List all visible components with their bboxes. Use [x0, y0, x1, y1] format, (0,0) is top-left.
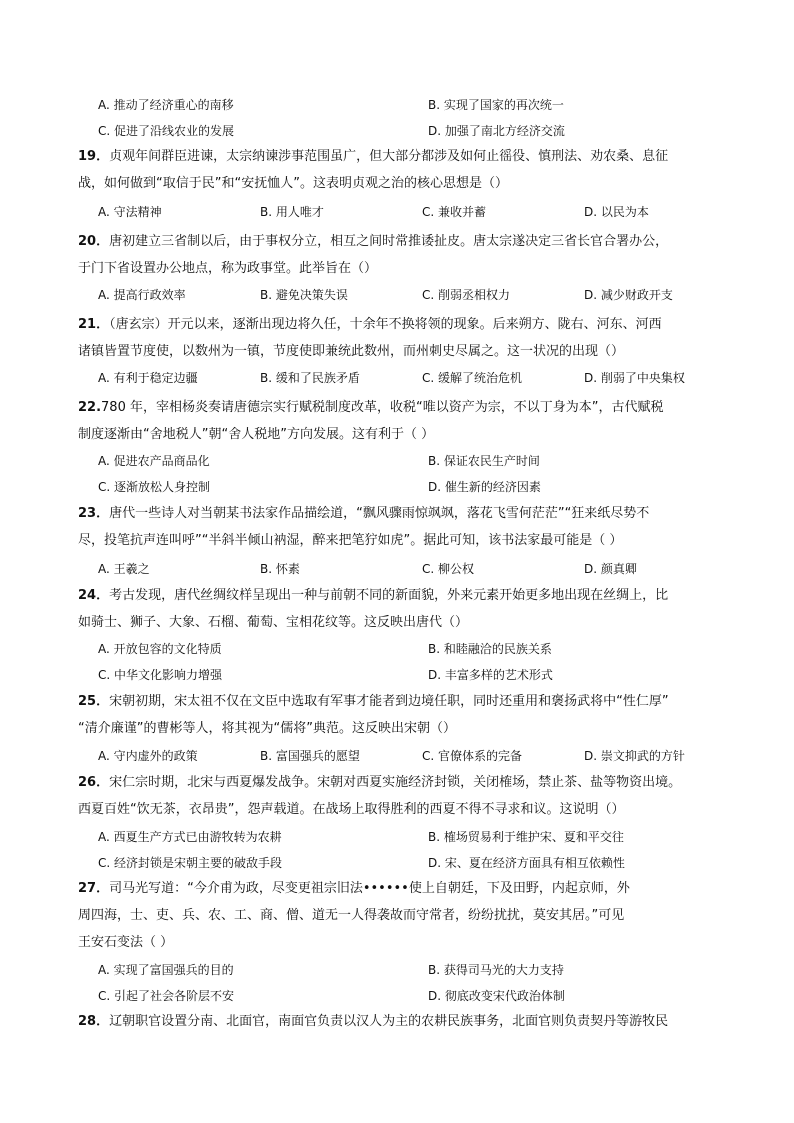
option-b: B. 榷场贸易利于维护宋、夏和平交往 [428, 830, 624, 844]
option-d: D. 丰富多样的艺术形式 [428, 668, 553, 682]
option-d: D. 削弱了中央集权 [584, 371, 685, 385]
option-c: C. 官僚体系的完备 [422, 749, 523, 763]
option-b: B. 保证农民生产时间 [428, 454, 540, 468]
question-text-line: 辽朝职官设置分南、北面官，南面官负责以汉人为主的农耕民族事务，北面官则负责契丹等游牧民 [109, 1014, 669, 1029]
question-24 [78, 582, 718, 636]
question-23 [78, 500, 718, 554]
option-c: C. 缓解了统治危机 [422, 371, 523, 385]
question-20 [78, 228, 718, 282]
question-28 [78, 1008, 718, 1035]
question-number: 22. [78, 400, 102, 415]
question-25 [78, 688, 718, 742]
question-number: 27． [78, 881, 110, 896]
question-number: 19． [78, 149, 110, 164]
option-a: A. 开放包容的文化特质 [98, 642, 222, 656]
option-d: D. 以民为本 [584, 205, 649, 219]
question-22 [78, 394, 718, 448]
option-c: C. 中华文化影响力增强 [98, 668, 223, 682]
question-19 [78, 143, 718, 197]
question-21 [78, 311, 718, 365]
option-a: A. 王羲之 [98, 562, 150, 576]
question-number: 28． [78, 1014, 110, 1029]
option-d: D. 减少财政开支 [584, 288, 673, 302]
question-text-line: 司马光写道：“今介甫为政，尽变更祖宗旧法••••••使上自朝廷，下及田野，内起京师，外 [109, 881, 630, 896]
option-d: D. 颜真卿 [584, 562, 637, 576]
option-b: B. 怀素 [260, 562, 300, 576]
option-b: B. 实现了国家的再次统一 [428, 98, 564, 112]
option-a: A. 促进农产品商品化 [98, 454, 210, 468]
question-text-line: 考古发现，唐代丝绸纹样呈现出一种与前朝不同的新面貌，外来元素开始更多地出现在丝绸上，比 [109, 588, 669, 603]
question-number: 26． [78, 775, 110, 790]
question-text-line: “清介廉谨”的曹彬等人，将其视为“儒将”典范。这反映出宋朝（） [78, 721, 456, 736]
question-text-line: 于门下省设置办公地点，称为政事堂。此举旨在（） [78, 261, 378, 276]
question-number: 23． [78, 506, 110, 521]
option-a: A. 提高行政效率 [98, 288, 186, 302]
option-d: D. 彻底改变宋代政治体制 [428, 989, 565, 1003]
option-a: A. 守法精神 [98, 205, 162, 219]
option-d: D. 崇文抑武的方针 [584, 749, 685, 763]
option-a: A. 实现了富国强兵的目的 [98, 963, 234, 977]
option-c: C. 引起了社会各阶层不安 [98, 989, 235, 1003]
option-b: B. 缓和了民族矛盾 [260, 371, 360, 385]
option-b: B. 避免决策失误 [260, 288, 348, 302]
question-text-line: 贞观年间群臣进谏，太宗纳谏涉事范围虽广，但大部分都涉及如何止徭役、慎刑法、劝农桑、息征 [109, 149, 669, 164]
question-number: 24． [78, 588, 110, 603]
option-a: A. 西夏生产方式已由游牧转为农耕 [98, 830, 282, 844]
question-text-line: 唐代一些诗人对当朝某书法家作品描绘道，“飘风骤雨惊飒飒，落花飞雪何茫茫”“狂来纸尽势不 [109, 506, 650, 521]
option-d: D. 加强了南北方经济交流 [428, 124, 565, 138]
question-text-line: 唐初建立三省制以后，由于事权分立，相互之间时常推诿扯皮。唐太宗遂决定三省长官合署办公， [109, 234, 669, 249]
option-c: C. 经济封锁是宋朝主要的破敌手段 [98, 856, 283, 870]
question-27 [78, 875, 718, 956]
option-b: B. 和睦融洽的民族关系 [428, 642, 552, 656]
question-number: 25． [78, 694, 110, 709]
question-text-line: 如骑士、狮子、大象、石榴、葡萄、宝相花纹等。这反映出唐代（） [78, 615, 469, 630]
option-c: C. 逐渐放松人身控制 [98, 480, 211, 494]
question-text-line: 战，如何做到“取信于民”和“安抚恤人”。这表明贞观之治的核心思想是（） [78, 176, 508, 191]
option-b: B. 富国强兵的愿望 [260, 749, 360, 763]
question-text-line: 780 年，宰相杨炎奏请唐德宗实行赋税制度改革，收税“唯以资产为宗，不以丁身为本”，古代赋税 [101, 400, 664, 415]
question-text-line: 周四海，士、吏、兵、农、工、商、僧、道无一人得袭故而守常者，纷纷扰扰，莫安其居。”可见 [78, 908, 625, 923]
question-text-line: 制度逐渐由“舍地税人”朝“舍人税地”方向发展。这有利于（ ） [78, 427, 435, 442]
option-b: B. 获得司马光的大力支持 [428, 963, 564, 977]
question-number: 20． [78, 234, 110, 249]
option-c: C. 促进了沿线农业的发展 [98, 124, 235, 138]
question-text-line: 诸镇皆置节度使，以数州为一镇，节度使即兼统此数州，而州刺史尽属之。这一状况的出现（） [78, 344, 625, 359]
question-text-line: 宋朝初期，宋太祖不仅在文臣中选取有军事才能者到边境任职，同时还重用和褒扬武将中“性仁厚” [109, 694, 669, 709]
option-c: C. 柳公权 [422, 562, 475, 576]
question-text-line: 尽，投笔抗声连叫呼”“半斜半倾山衲湿，醉来把笔狞如虎”。据此可知，该书法家最可能是（ ） [78, 533, 623, 548]
question-text-line: 西夏百姓“饮无茶，衣昂贵”，怨声载道。在战场上取得胜利的西夏不得不寻求和议。这说明（） [78, 802, 625, 817]
question-number: 21． [78, 317, 110, 332]
option-a: A. 有利于稳定边疆 [98, 371, 198, 385]
question-text-line: 宋仁宗时期，北宋与西夏爆发战争。宋朝对西夏实施经济封锁，关闭榷场，禁止茶、盐等物资出境。 [109, 775, 682, 790]
option-a: A. 守内虚外的政策 [98, 749, 198, 763]
option-a: A. 推动了经济重心的南移 [98, 98, 234, 112]
option-b: B. 用人唯才 [260, 205, 324, 219]
option-d: D. 催生新的经济因素 [428, 480, 541, 494]
question-text-line: 王安石变法（ ） [78, 935, 174, 950]
question-text-line: （唐玄宗）开元以来，逐渐出现边将久任，十余年不换将领的现象。后来朔方、陇右、河东、河西 [109, 317, 662, 332]
option-c: C. 兼收并蓄 [422, 205, 487, 219]
option-c: C. 削弱丞相权力 [422, 288, 511, 302]
question-26 [78, 769, 718, 823]
option-d: D. 宋、夏在经济方面具有相互依赖性 [428, 856, 625, 870]
